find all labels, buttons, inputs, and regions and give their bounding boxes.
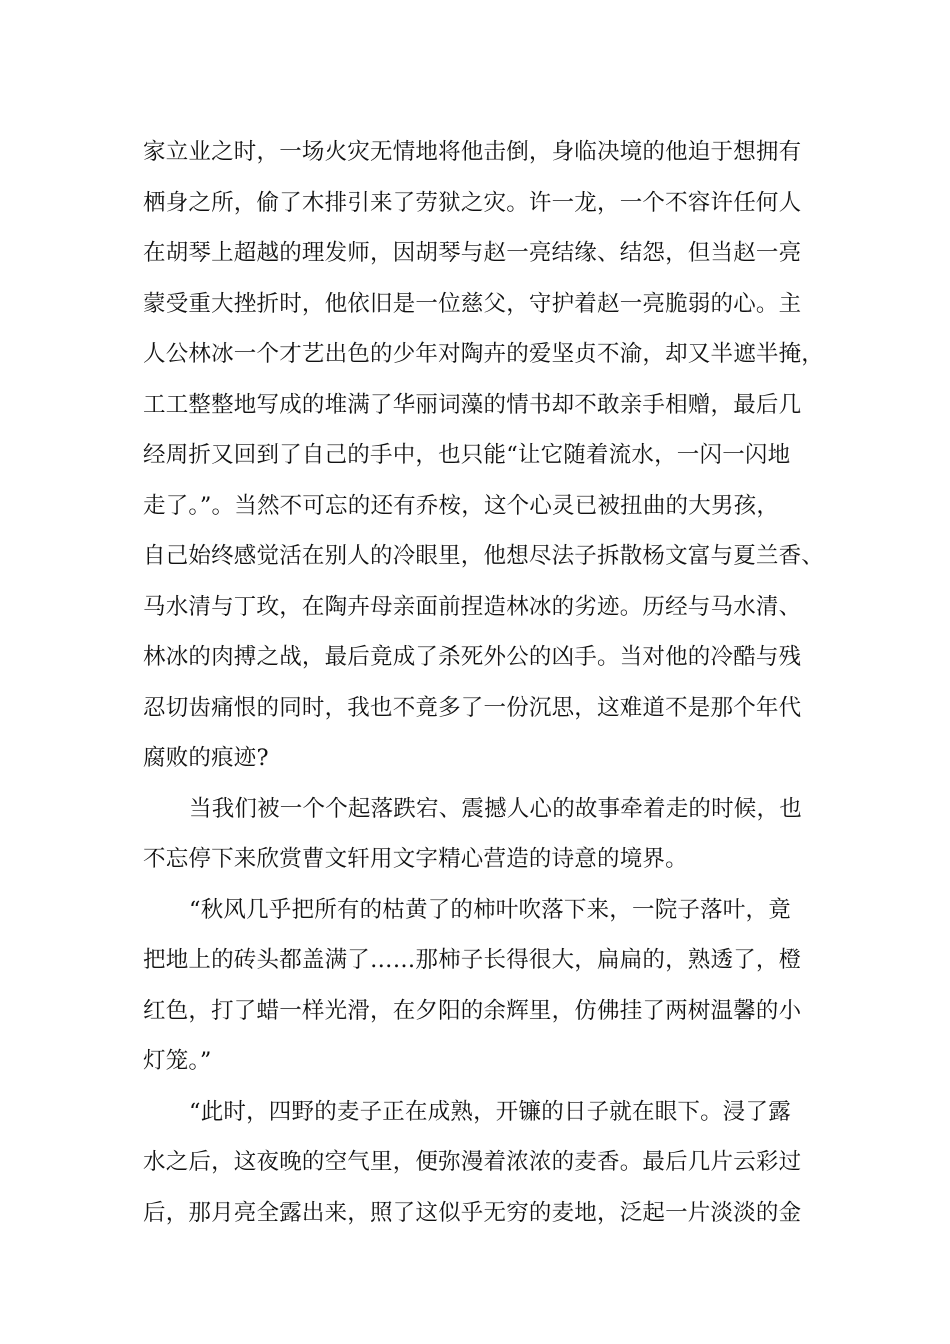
text-line: 栖身之所，偷了木排引来了劳狱之灾。许一龙，一个不容许任何人: [143, 189, 802, 216]
text-line: 人公林冰一个才艺出色的少年对陶卉的爱坚贞不渝，却又半遮半掩，: [143, 341, 825, 367]
text-line: 腐败的痕迹?: [143, 745, 269, 771]
text-line: 水之后，这夜晚的空气里，便弥漫着浓浓的麦香。最后几片云彩过: [143, 1149, 802, 1175]
text-line: 家立业之时，一场火灾无情地将他击倒，身临决境的他迫于想拥有: [143, 139, 802, 165]
text-line: 在胡琴上超越的理发师，因胡琴与赵一亮结缘、结怨，但当赵一亮: [143, 240, 802, 266]
text-line: 不忘停下来欣赏曹文轩用文字精心营造的诗意的境界。: [143, 846, 688, 872]
text-line: 把地上的砖头都盖满了……那柿子长得很大，扁扁的，熟透了，橙: [143, 947, 802, 973]
paragraph-first-line: 当我们被一个个起落跌宕、震撼人心的故事牵着走的时候，也: [189, 795, 802, 822]
text-line: 走了。”。当然不可忘的还有乔桉，这个心灵已被扭曲的大男孩，: [143, 492, 780, 519]
text-line: 后，那月亮全露出来，照了这似乎无穷的麦地，泛起一片淡淡的金: [143, 1199, 802, 1226]
text-line: 自己始终感觉活在别人的冷眼里，他想尽法子拆散杨文富与夏兰香、: [143, 543, 825, 569]
paragraph-first-line: “秋风几乎把所有的枯黄了的柿叶吹落下来，一院子落叶，竟: [189, 896, 791, 923]
paragraph-first-line: “此时，四野的麦子正在成熟，开镰的日子就在眼下。浸了露: [189, 1098, 791, 1125]
text-line: 灯笼。”: [143, 1048, 212, 1074]
document-body: [143, 132, 823, 1243]
text-line: 马水清与丁玫，在陶卉母亲面前捏造林冰的劣迹。历经与马水清、: [143, 593, 802, 620]
text-line: 林冰的肉搏之战，最后竟成了杀死外公的凶手。当对他的冷酷与残: [143, 644, 802, 670]
text-line: 工工整整地写成的堆满了华丽词藻的情书却不敢亲手相赠，最后几: [143, 391, 802, 418]
text-line: 蒙受重大挫折时，他依旧是一位慈父，守护着赵一亮脆弱的心。主: [143, 290, 802, 317]
text-line: 经周折又回到了自己的手中，也只能“让它随着流水，一闪一闪地: [143, 442, 791, 468]
text-line: 忍切齿痛恨的同时，我也不竟多了一份沉思，这难道不是那个年代: [143, 694, 802, 721]
text-line: 红色，打了蜡一样光滑，在夕阳的余辉里，仿佛挂了两树温馨的小: [143, 997, 802, 1024]
